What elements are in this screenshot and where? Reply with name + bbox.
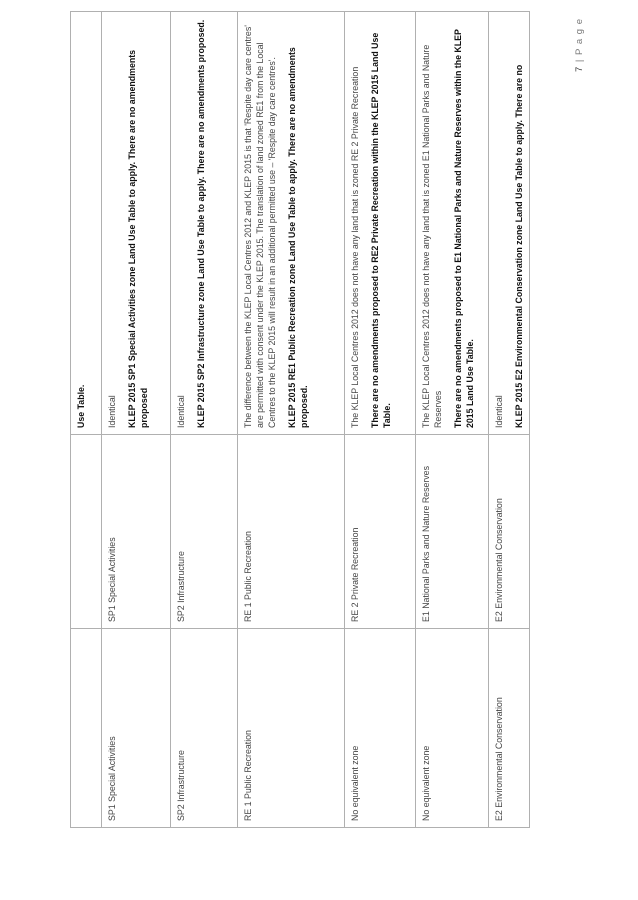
recommendation-text: There are no amendments proposed to RE2 Private Recreation within the KLEP 2015 Land Use Table. bbox=[370, 32, 392, 428]
existing-zone-cell bbox=[71, 629, 102, 828]
comment-cell bbox=[71, 12, 102, 435]
comment-cell bbox=[345, 12, 416, 435]
existing-zone-cell: SP2 Infrastructure bbox=[171, 629, 238, 828]
recommendation-text: KLEP 2015 RE1 Public Recreation zone Land Use Table to apply. There are no amendments proposed. bbox=[287, 47, 309, 428]
proposed-zone-cell: RE 2 Private Recreation bbox=[345, 435, 416, 629]
comment-text: Identical bbox=[176, 395, 186, 428]
recommendation-text: Use Table. bbox=[76, 384, 86, 428]
table-row bbox=[71, 12, 102, 828]
recommendation-text: KLEP 2015 E2 Environmental Conservation zone Land Use Table to apply. There are no bbox=[514, 64, 524, 428]
comment-text: The KLEP Local Centres 2012 does not have any land that is zoned E1 National Parks and Nature Reserves bbox=[421, 44, 443, 428]
recommendation-text: There are no amendments proposed to E1 National Parks and Nature Reserves within the KLEP 2015 Land Use Table. bbox=[453, 29, 475, 428]
recommendation-text: KLEP 2015 SP2 Infrastructure zone Land Use Table to apply. There are no amendments proposed. bbox=[196, 19, 206, 428]
table-row bbox=[489, 12, 530, 828]
existing-zone-cell: No equivalent zone bbox=[345, 629, 416, 828]
recommendation-text: KLEP 2015 SP1 Special Activities zone Land Use Table to apply. There are no amendments proposed bbox=[127, 49, 149, 428]
comment-cell bbox=[238, 12, 345, 435]
table-row bbox=[345, 12, 416, 828]
table-row bbox=[171, 12, 238, 828]
proposed-zone-cell: SP2 Infrastructure bbox=[171, 435, 238, 629]
proposed-zone-cell: RE 1 Public Recreation bbox=[238, 435, 345, 629]
comment-cell bbox=[489, 12, 530, 435]
table-row bbox=[102, 12, 171, 828]
comment-text: Identical bbox=[107, 395, 117, 428]
land-use-comparison-table bbox=[70, 11, 530, 828]
proposed-zone-cell: E1 National Parks and Nature Reserves bbox=[416, 435, 489, 629]
table-row bbox=[416, 12, 489, 828]
existing-zone-cell: E2 Environmental Conservation bbox=[489, 629, 530, 828]
comment-cell bbox=[171, 12, 238, 435]
comment-text: Identical bbox=[494, 395, 504, 428]
comment-cell bbox=[102, 12, 171, 435]
existing-zone-cell: SP1 Special Activities bbox=[102, 629, 171, 828]
comment-cell bbox=[416, 12, 489, 435]
page-number bbox=[574, 18, 585, 72]
comment-text: The KLEP Local Centres 2012 does not have any land that is zoned RE 2 Private Recreation bbox=[350, 66, 360, 428]
proposed-zone-cell bbox=[71, 435, 102, 629]
table-body bbox=[71, 12, 530, 828]
existing-zone-cell: No equivalent zone bbox=[416, 629, 489, 828]
existing-zone-cell: RE 1 Public Recreation bbox=[238, 629, 345, 828]
table-row bbox=[238, 12, 345, 828]
page-number-separator: | bbox=[574, 54, 585, 66]
page-number-word: P a g e bbox=[574, 18, 585, 55]
comment-text: The difference between the KLEP Local Centres 2012 and KLEP 2015 is that 'Respite day care centres' are permitted with consent under the KLEP 2015. The translation of land zoned RE1 from the Local Centres to the KLEP 2015 will result in an additional permitted use – 'Respite day care centres'. bbox=[243, 25, 277, 428]
page-number-value: 7 bbox=[574, 65, 585, 72]
proposed-zone-cell: E2 Environmental Conservation bbox=[489, 435, 530, 629]
proposed-zone-cell: SP1 Special Activities bbox=[102, 435, 171, 629]
